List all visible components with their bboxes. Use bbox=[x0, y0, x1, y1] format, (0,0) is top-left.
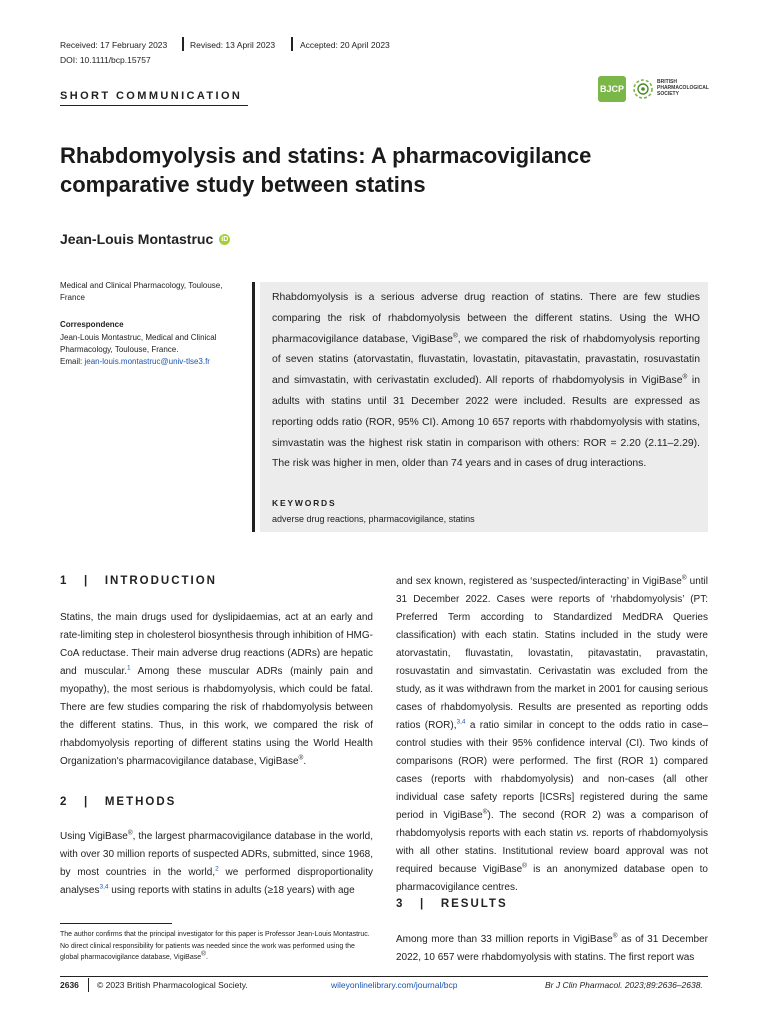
email-link[interactable]: jean-louis.montastruc@univ-tlse3.fr bbox=[84, 357, 210, 366]
orcid-icon[interactable]: iD bbox=[221, 235, 229, 243]
citation-link[interactable]: 3,4 bbox=[99, 883, 109, 891]
society-logo-text: BRITISH PHARMACOLOGICAL SOCIETY bbox=[657, 79, 709, 97]
journal-url-link[interactable]: wileyonlinelibrary.com/journal/bcp bbox=[331, 980, 458, 990]
footnote-rule bbox=[60, 923, 172, 924]
society-logo-icon bbox=[632, 78, 654, 100]
intro-text: Statins, the main drugs used for dyslipidaemias, act at an early and rate-limiting step in cholesterol biosynthesis through inhibition of HMG-CoA reductase. Their main adverse drug reactions (ADRs) are hepatic and muscular.$^1$ Among these muscular ADRs (mainly pain and myopathy), the most serious is rhabdomyolysis, which could be fatal. There are few studies comparing the risk of rhabdomyolysis between the different statins. Thus, in this work, we compared the risk of rhabdomyolysis reporting of different statins using the World Health Organization's pharmacovigilance database, VigiBase®. bbox=[60, 612, 373, 767]
affiliation: Medical and Clinical Pharmacology, Toulouse, France bbox=[60, 281, 223, 302]
received-date: Received: 17 February 2023 bbox=[60, 40, 168, 50]
article-title: Rhabdomyolysis and statins: A pharmacovigilance comparative study between statins bbox=[60, 143, 592, 197]
keywords: adverse drug reactions, pharmacovigilance, statins bbox=[272, 514, 475, 524]
section-underline bbox=[60, 105, 248, 106]
citation-link[interactable]: 3,4 bbox=[456, 718, 466, 726]
citation-link[interactable]: 1 bbox=[127, 664, 131, 672]
footer-rule bbox=[60, 976, 708, 977]
keywords-heading: KEYWORDS bbox=[272, 498, 337, 508]
methods-text-continued: and sex known, registered as ‘suspected/interacting’ in VigiBase® until 31 December 2022. Cases were reports of ‘rhabdomyolysis’ (PT: Preferred Term according to Standardized MedDRA Queries classification) with each statin. Statins included in the study were atorvastatin, fluvastatin, lovastatin, pitavastatin, pravastatin, rosuvastatin and simvastatin. Cerivastatin was excluded from the study, as it was withdrawn from the market in 2001 for causing serious cases of rhabdomyolysis. Results are presented as reporting odds ratios (ROR),$^{3,4}$ a ratio similar in concept to the odds ratio in case–control studies with their 95% confidence interval (CI). Two kinds of comparisons (ROR) were performed. The first (ROR 1) compared cases (reports with rhabdomyolysis) and non-cases (all other individual case safety reports [ICSRs] registered during the same period in VigiBase®). The second (ROR 2) was a comparison of rhabdomyolysis reports with each statin vs. reports of rhabdomyolysis with all other statins. Institutional review board approval was not required because VigiBase® is an anonymized database open to pharmacovigilance centres. bbox=[396, 574, 708, 893]
citation: Br J Clin Pharmacol. 2023;89:2636–2638. bbox=[545, 980, 703, 990]
page-number: 2636 bbox=[60, 980, 79, 990]
divider bbox=[182, 37, 184, 51]
results-heading: 3 | RESULTS bbox=[396, 898, 508, 910]
footnote: The author confirms that the principal investigator for this paper is Professor Jean-Louis Montastruc. No direct clinical responsibility for patients was needed since the work was performed using the global pharmacovigilance database, VigiBase®. bbox=[60, 931, 370, 961]
abstract-text: Rhabdomyolysis is a serious adverse drug reaction of statins. There are few studies comparing the risk of rhabdomyolysis between the different statins. Using the WHO pharmacovigilance database, VigiBase®, we compared the risk of rhabdomyolysis reporting of seven statins (atorvastatin, fluvastatin, lovastatin, pitavastatin, pravastatin, rosuvastatin and simvastatin, with cerivastatin excluded). All reports of rhabdomyolysis in VigiBase® in adults with statins until 31 December 2022 were included. Results are expressed as reporting odds ratio (ROR, 95% CI). Among 10 657 reports with rhabdomyolysis with statins, simvastatin was the highest risk statin in comparison with others: ROR = 2.20 (2.11–2.29). The risk was higher in men, older than 74 years and in cases of drug interactions. bbox=[272, 292, 700, 470]
doi[interactable]: DOI: 10.1111/bcp.15757 bbox=[60, 55, 151, 65]
divider bbox=[291, 37, 293, 51]
author bbox=[60, 231, 230, 247]
correspondence-heading: Correspondence bbox=[60, 320, 124, 329]
divider bbox=[88, 978, 89, 992]
results-text: Among more than 33 million reports in VigiBase® as of 31 December 2022, 10 657 were rhabdomyolysis with statins. The first report was bbox=[396, 932, 708, 963]
copyright: © 2023 British Pharmacological Society. bbox=[97, 980, 248, 990]
intro-heading: 1 | INTRODUCTION bbox=[60, 575, 217, 587]
section-label: SHORT COMMUNICATION bbox=[60, 90, 243, 102]
journal-logo: BJCP bbox=[598, 76, 626, 102]
methods-text: Using VigiBase®, the largest pharmacovigilance database in the world, with over 30 million reports of suspected ADRs, submitted, since 1968, by most countries in the world,$^2$ we performed disproportionality analyses$^{3,4}$ using reports with statins in adults (≥18 years) with age bbox=[60, 829, 373, 896]
citation-link[interactable]: 2 bbox=[215, 865, 219, 873]
abstract bbox=[260, 282, 708, 532]
methods-heading: 2 | METHODS bbox=[60, 796, 177, 808]
correspondence: Jean-Louis Montastruc, Medical and Clinical Pharmacology, Toulouse, France. Email: jean-louis.montastruc@univ-tlse3.fr bbox=[60, 333, 217, 366]
accepted-date: Accepted: 20 April 2023 bbox=[300, 40, 390, 50]
author-name[interactable]: Jean-Louis Montastruc bbox=[60, 231, 214, 247]
revised-date: Revised: 13 April 2023 bbox=[190, 40, 276, 50]
abstract-bar bbox=[252, 282, 255, 532]
